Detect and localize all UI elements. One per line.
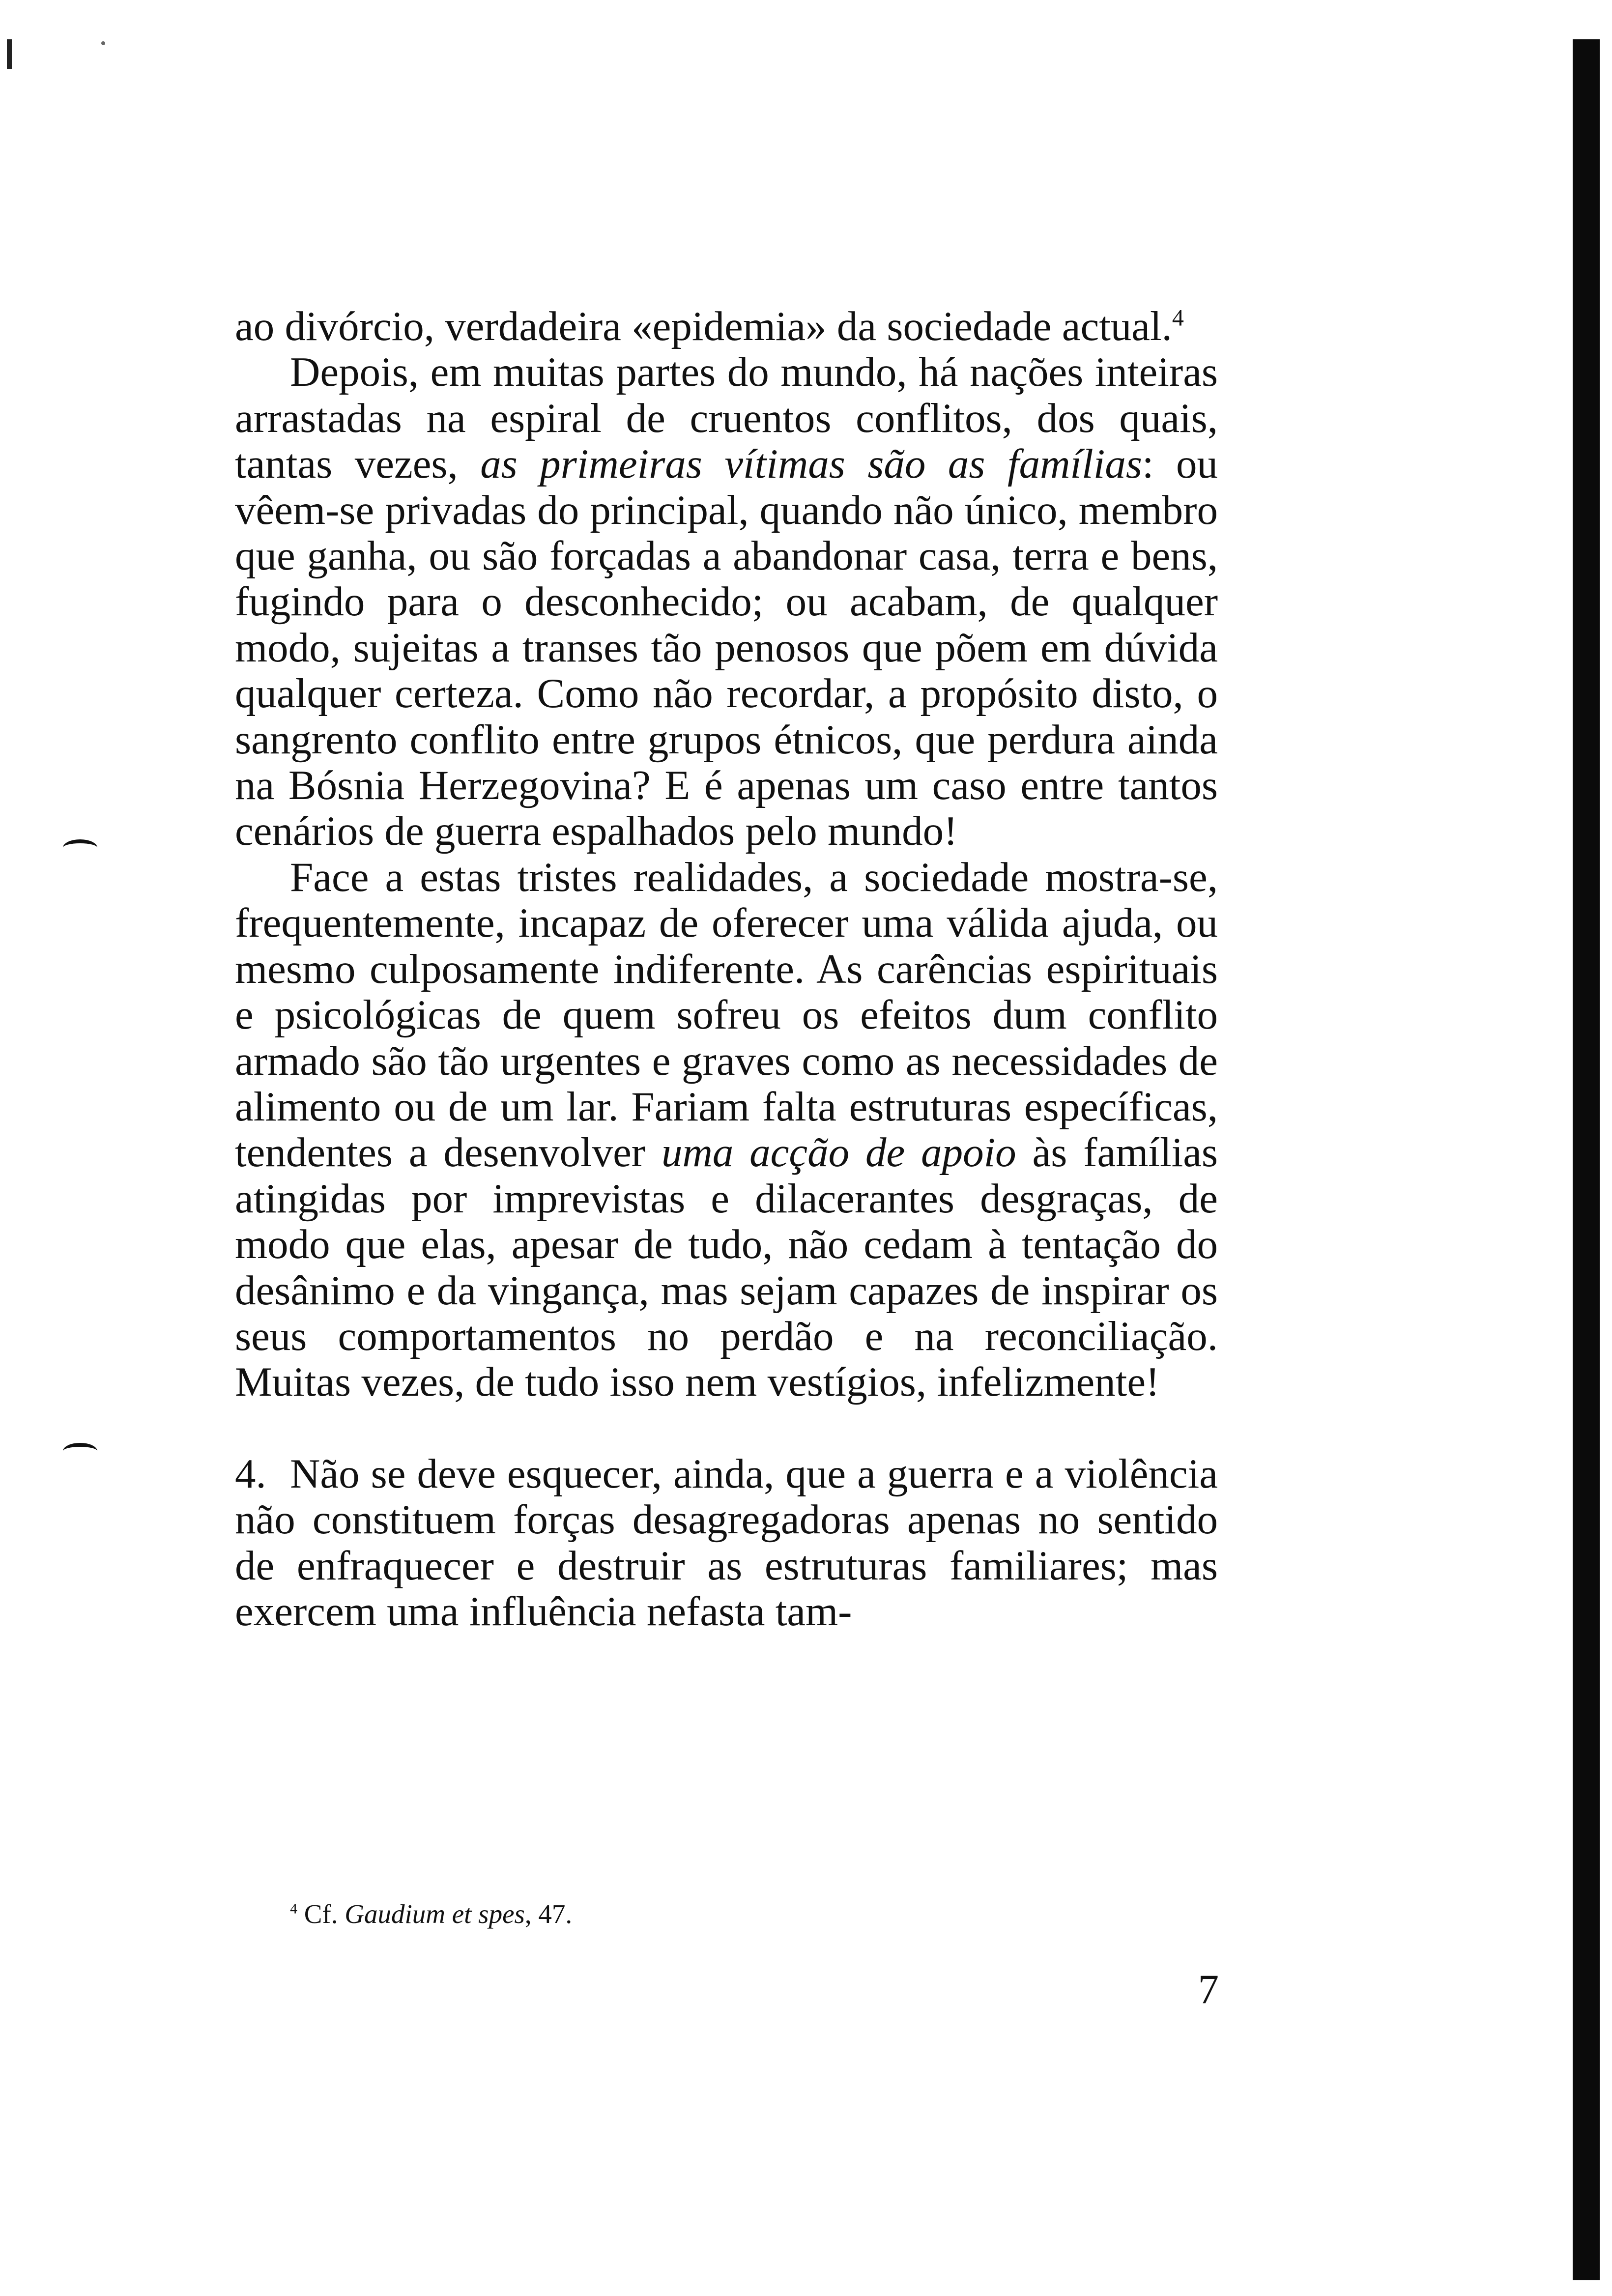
paragraph-4 <box>235 1451 1218 1635</box>
margin-mark <box>63 839 97 856</box>
paragraph-4-text: Não se deve esquecer, ainda, que a guerra e a violência não constituem forças desagregadoras apenas no sentido de enfraquecer e destruir as estruturas familiares; mas exercem uma influência nefasta tam- <box>235 1450 1218 1635</box>
paragraph-1 <box>235 304 1218 349</box>
section-number: 4. <box>235 1450 266 1497</box>
paragraph-3-text: Face a estas tristes realidades, a sociedade mostra-se, frequentemente, incapaz de oferecer uma válida ajuda, ou mesmo culposamente indiferente. As carências espirituais e psicológicas de quem sofreu os efeitos dum conflito armado são tão urgentes e graves como as necessidades de alimento ou de um lar. Fariam falta estruturas específicas, tendentes a desenvolver <box>235 854 1218 1176</box>
page-number: 7 <box>1198 1966 1219 2012</box>
paragraph-2-emphasis: as primeiras vítimas são as famílias <box>480 441 1142 488</box>
scan-speck <box>7 39 12 69</box>
paragraph-3-text: às famílias atingidas por imprevistas e dilacerantes desgraças, de modo que elas, apesar de tudo, não cedam à tentação do desânimo e da vingança, mas sejam capazes de inspirar os seus comportamentos no perdão e na reconciliação. Muitas vezes, de tudo isso nem vestígios, infelizmente! <box>235 1129 1218 1406</box>
footnote-suffix: , 47. <box>524 1899 573 1929</box>
footnote-marker: 4 <box>290 1900 297 1917</box>
footnote <box>290 1897 1175 1931</box>
scan-dot <box>101 41 105 45</box>
paragraph-1-text: ao divórcio, verdadeira «epidemia» da sociedade actual. <box>235 303 1172 349</box>
paragraph-2-text: Depois, em muitas partes do mundo, há nações inteiras arrastadas na espiral de cruentos conflitos, dos quais, tantas vezes, <box>235 349 1218 488</box>
body-text <box>235 304 1218 1635</box>
paragraph-2 <box>235 349 1218 854</box>
footnote-prefix: Cf. <box>304 1899 345 1929</box>
paragraph-3-emphasis: uma acção de apoio <box>661 1129 1016 1176</box>
footnote-source: Gaudium et spes <box>345 1899 525 1929</box>
paragraph-3 <box>235 855 1218 1406</box>
page-edge-bar <box>1573 39 1600 2280</box>
footnote-reference: 4 <box>1172 305 1184 331</box>
paragraph-2-text: : ou vêem-se privadas do principal, quando não único, membro que ganha, ou são forçadas a abandonar casa, terra e bens, fugindo para o desconhecido; ou acabam, de qualquer modo, sujeitas a transes tão penosos que põem em dúvida qualquer certeza. Como não recordar, a propósito disto, o sangrento conflito entre grupos étnicos, que perdura ainda na Bósnia Herzegovina? E é apenas um caso entre tantos cenários de guerra espalhados pelo mundo! <box>235 441 1218 855</box>
margin-mark <box>63 1443 97 1460</box>
